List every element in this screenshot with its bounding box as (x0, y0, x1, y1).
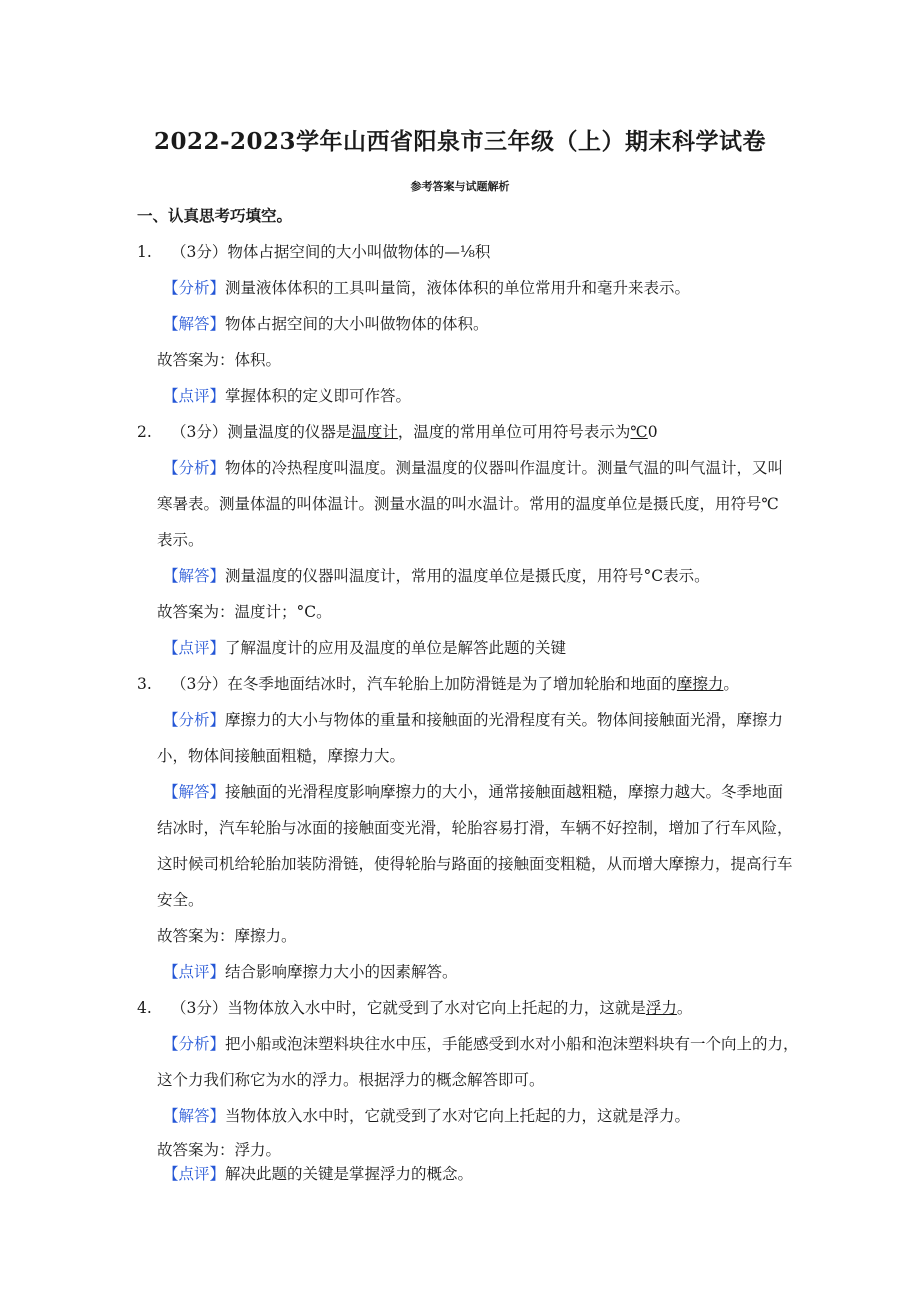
question-3-review (163, 962, 458, 982)
question-2-final (157, 602, 332, 622)
review-label: 【点评】 (163, 1165, 226, 1183)
question-score: （3分） (171, 243, 228, 261)
review-label: 【点评】 (163, 963, 226, 981)
question-2-stem (137, 422, 658, 442)
question-2-answer (163, 566, 710, 586)
question-text: 测量温度的仪器是 (227, 423, 352, 441)
question-3-analysis-cont: 小，物体间接触面粗糙，摩擦力大。 (157, 747, 406, 765)
section-heading: 一、认真思考巧填空。 (137, 207, 293, 225)
question-3-analysis (163, 710, 783, 730)
question-2-analysis (163, 458, 783, 478)
question-1-stem (137, 242, 490, 262)
answer-text: 测量温度的仪器叫温度计，常用的温度单位是摄氏度，用符号°C表示。 (225, 567, 710, 585)
final-prefix: 故答案为： (157, 351, 235, 369)
final-answer: 体积。 (234, 351, 282, 369)
answer-text: 当物体放入水中时，它就受到了水对它向上托起的力，这就是浮力。 (225, 1107, 691, 1125)
final-prefix: 故答案为： (157, 1141, 235, 1159)
question-text: 。 (676, 999, 693, 1017)
question-3-stem (137, 674, 739, 694)
question-2-review (163, 638, 566, 658)
answer-blank: —⅛积 (444, 243, 491, 261)
review-text: 结合影响摩擦力大小的因素解答。 (225, 963, 458, 981)
question-number: 4. (137, 999, 152, 1017)
final-answer: 温度计；°C。 (234, 603, 332, 621)
question-score: （3分） (171, 675, 228, 693)
page-subtitle: 参考答案与试题解析 (410, 180, 510, 193)
question-number: 1. (137, 243, 152, 261)
question-text: 当物体放入水中时，它就受到了水对它向上托起的力，这就是 (227, 999, 646, 1017)
question-text: 0 (647, 423, 658, 441)
answer-label: 【解答】 (163, 315, 226, 333)
question-3-answer-cont: 结冰时，汽车轮胎与冰面的接触面变光滑，轮胎容易打滑，车辆不好控制，增加了行车风险， (157, 819, 793, 837)
review-text: 了解温度计的应用及温度的单位是解答此题的关键 (225, 639, 567, 657)
answer-text: 接触面的光滑程度影响摩擦力的大小，通常接触面越粗糙，摩擦力越大。冬季地面 (225, 783, 784, 801)
question-3-final (157, 926, 297, 946)
answer-label: 【解答】 (163, 783, 226, 801)
question-3-answer-cont: 这时候司机给轮胎加装防滑链，使得轮胎与路面的接触面变粗糙，从而增大摩擦力，提高行车 (157, 855, 793, 873)
question-text: 物体占据空间的大小叫做物体的 (227, 243, 445, 261)
analysis-label: 【分析】 (163, 1035, 226, 1053)
question-number: 2. (137, 423, 152, 441)
review-text: 解决此题的关键是掌握浮力的概念。 (225, 1165, 474, 1183)
question-number: 3. (137, 675, 152, 693)
question-4-analysis (163, 1034, 799, 1054)
question-3-answer (163, 782, 783, 802)
analysis-text: 物体的冷热程度叫温度。测量温度的仪器叫作温度计。测量气温的叫气温计，又叫 (225, 459, 784, 477)
analysis-label: 【分析】 (163, 711, 226, 729)
question-3-answer-cont: 安全。 (157, 891, 204, 909)
question-2-analysis-cont: 表示。 (157, 531, 204, 549)
question-text: ，温度的常用单位可用符号表示为 (397, 423, 631, 441)
question-1-review (163, 386, 411, 406)
final-answer: 摩擦力。 (234, 927, 297, 945)
question-4-stem (137, 998, 692, 1018)
question-2-analysis-cont: 寒暑表。测量体温的叫体温计。测量水温的叫水温计。常用的温度单位是摄氏度，用符号℃ (157, 495, 779, 513)
analysis-text: 测量液体体积的工具叫量筒，液体体积的单位常用升和毫升来表示。 (225, 279, 691, 297)
review-label: 【点评】 (163, 387, 226, 405)
answer-label: 【解答】 (163, 567, 226, 585)
question-4-final (157, 1140, 281, 1160)
analysis-text: 摩擦力的大小与物体的重量和接触面的光滑程度有关。物体间接触面光滑，摩擦力 (225, 711, 784, 729)
answer-blank: 温度计 (351, 423, 398, 441)
review-label: 【点评】 (163, 639, 226, 657)
answer-blank: ℃ (630, 423, 648, 441)
final-prefix: 故答案为： (157, 603, 235, 621)
question-4-answer (163, 1106, 690, 1126)
analysis-label: 【分析】 (163, 279, 226, 297)
answer-blank: 浮力 (645, 999, 677, 1017)
final-prefix: 故答案为： (157, 927, 235, 945)
analysis-text: 把小船或泡沫塑料块往水中压，手能感受到水对小船和泡沫塑料块有一个向上的力， (225, 1035, 799, 1053)
question-4-review (163, 1164, 473, 1184)
answer-label: 【解答】 (163, 1107, 226, 1125)
question-score: （3分） (171, 423, 228, 441)
review-text: 掌握体积的定义即可作答。 (225, 387, 412, 405)
answer-blank: 摩擦力 (676, 675, 724, 693)
question-text: 。 (723, 675, 739, 693)
answer-text: 物体占据空间的大小叫做物体的体积。 (225, 315, 489, 333)
final-answer: 浮力。 (234, 1141, 282, 1159)
question-1-answer (163, 314, 489, 334)
question-4-analysis-cont: 这个力我们称它为水的浮力。根据浮力的概念解答即可。 (157, 1071, 545, 1089)
question-text: 在冬季地面结冰时，汽车轮胎上加防滑链是为了增加轮胎和地面的 (227, 675, 677, 693)
question-1-analysis (163, 278, 690, 298)
question-1-final (157, 350, 281, 370)
question-score: （3分） (171, 999, 228, 1017)
page-title: 2022-2023学年山西省阳泉市三年级（上）期末科学试卷 (153, 128, 767, 155)
analysis-label: 【分析】 (163, 459, 226, 477)
